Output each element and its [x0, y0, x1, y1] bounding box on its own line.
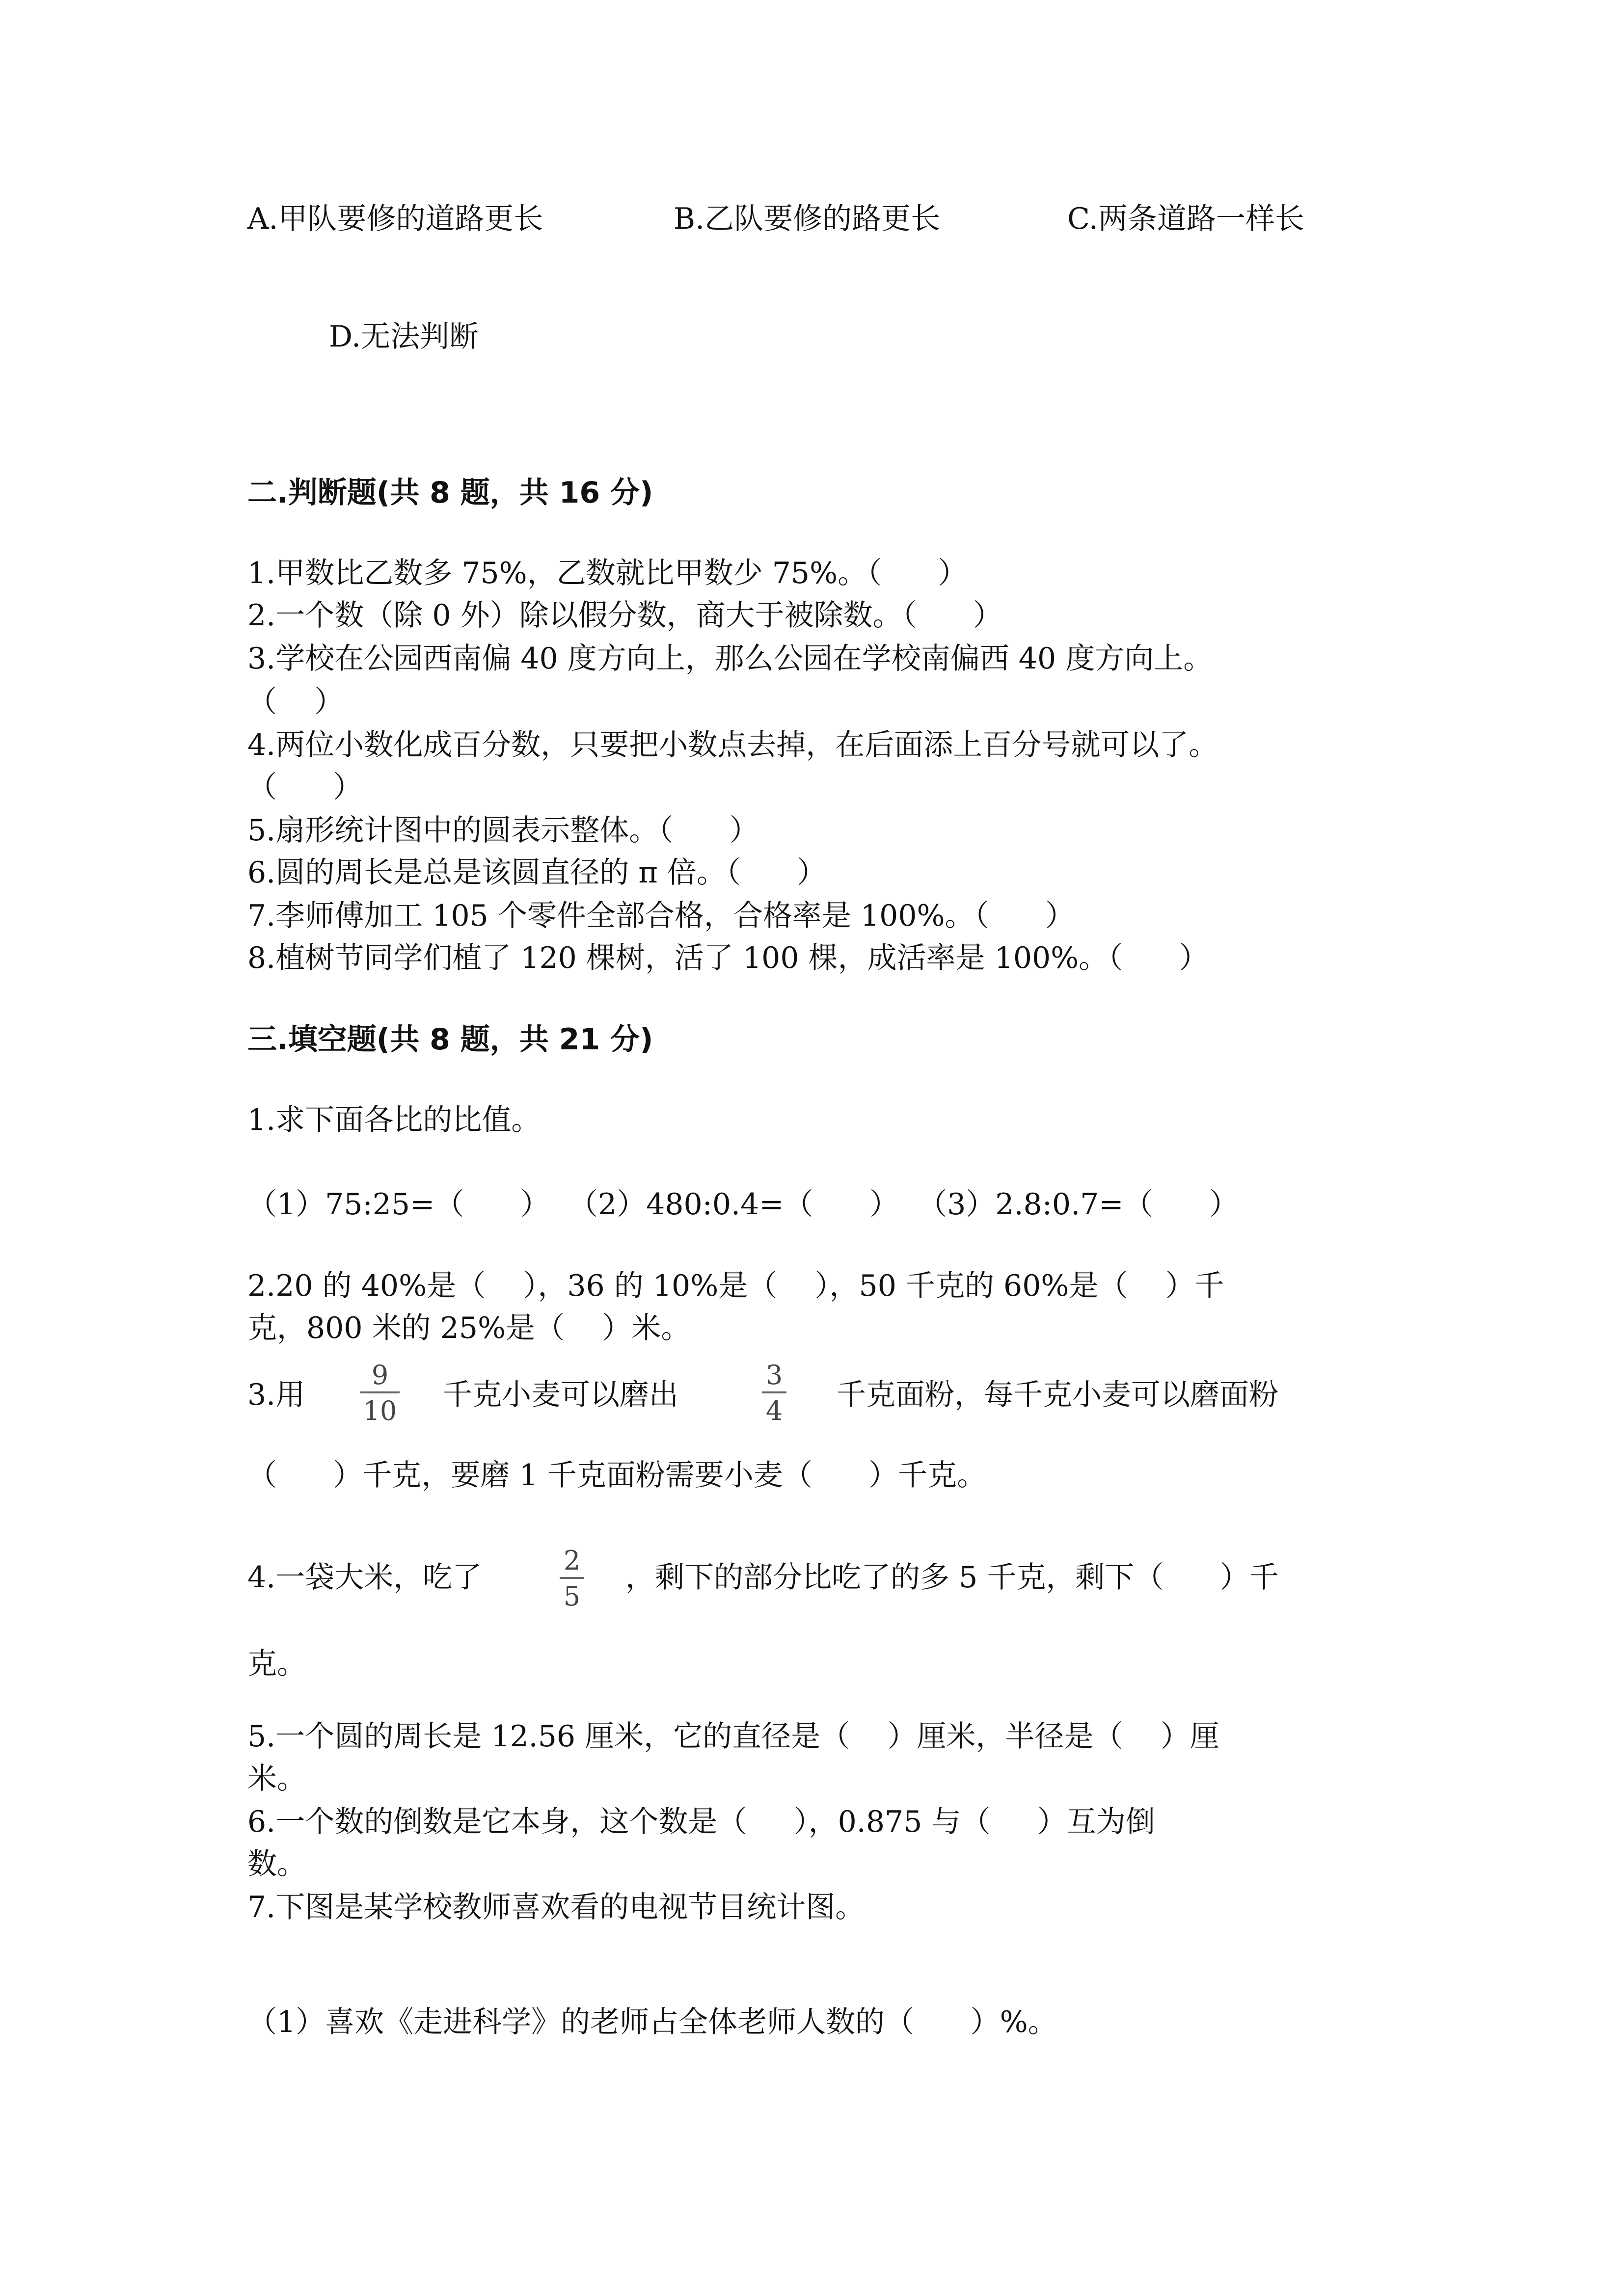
fraction-denominator: 4: [765, 1395, 783, 1427]
judge-item-4-blank: （ ）: [247, 770, 363, 804]
judge-item-1: 1.甲数比乙数多 75%，乙数就比甲数少 75%。（ ）: [247, 556, 968, 590]
section2-title: 二.判断题(共 8 题，共 16 分): [247, 476, 653, 510]
judge-item-7: 7.李师傅加工 105 个零件全部合格，合格率是 100%。（ ）: [247, 899, 1075, 933]
fill-q4-prefix: 4.一袋大米，吃了: [247, 1560, 482, 1595]
fill-q1: 1.求下面各比的比值。: [247, 1103, 541, 1137]
fill-q2-line2: 克，800 米的 25%是（ ）米。: [247, 1311, 691, 1345]
judge-item-4: 4.两位小数化成百分数，只要把小数点去掉，在后面添上百分号就可以了。: [247, 728, 1218, 762]
fraction-bar: [360, 1391, 400, 1393]
fraction-9-10: [360, 1361, 400, 1426]
judge-item-3: 3.学校在公园西南偏 40 度方向上，那么公园在学校南偏西 40 度方向上。: [247, 641, 1213, 676]
fill-q7-part1: （1）喜欢《走进科学》的老师占全体老师人数的（ ）%。: [247, 2005, 1057, 2039]
fraction-denominator: 5: [563, 1581, 581, 1612]
fraction-bar: [560, 1577, 584, 1579]
option-b: B.乙队要修的路更长: [674, 202, 941, 236]
fraction-bar: [762, 1391, 786, 1393]
fill-q3-suffix: 千克面粉，每千克小麦可以磨面粉: [837, 1378, 1278, 1412]
judge-item-8: 8.植树节同学们植了 120 棵树，活了 100 棵，成活率是 100%。（ ）: [247, 941, 1209, 975]
fraction-numerator: 2: [563, 1545, 581, 1576]
fill-q4-line2: 克。: [247, 1647, 306, 1681]
section3-title: 三.填空题(共 8 题，共 21 分): [247, 1022, 653, 1057]
judge-item-3-blank: （ ）: [247, 685, 344, 719]
fill-q1-parts: （1）75:25=（ ） （2）480:0.4=（ ） （3）2.8:0.7=（ ）: [247, 1187, 1239, 1222]
option-d: D.无法判断: [329, 320, 479, 354]
fill-q7: 7.下图是某学校教师喜欢看的电视节目统计图。: [247, 1890, 865, 1924]
option-a: A.甲队要修的道路更长: [247, 202, 543, 236]
fill-q3-mid: 千克小麦可以磨出: [443, 1378, 678, 1412]
fill-q3-line2: （ ）千克，要磨 1 千克面粉需要小麦（ ）千克。: [247, 1458, 987, 1493]
fill-q3-prefix: 3.用: [247, 1378, 305, 1412]
option-c: C.两条道路一样长: [1067, 202, 1304, 236]
fill-q2-line1: 2.20 的 40%是（ ），36 的 10%是（ ），50 千克的 60%是（ ）千: [247, 1269, 1224, 1303]
fraction-2-5: [560, 1546, 584, 1611]
fraction-numerator: 3: [765, 1360, 783, 1390]
fill-q5-line1: 5.一个圆的周长是 12.56 厘米，它的直径是（ ）厘米，半径是（ ）厘: [247, 1719, 1219, 1754]
fraction-denominator: 10: [363, 1395, 397, 1427]
fill-q4-suffix: ，剩下的部分比吃了的多 5 千克，剩下（ ）千: [625, 1560, 1279, 1595]
fill-q6-line2: 数。: [247, 1847, 306, 1881]
judge-item-2: 2.一个数（除 0 外）除以假分数，商大于被除数。（ ）: [247, 598, 1002, 633]
fill-q6-line1: 6.一个数的倒数是它本身，这个数是（ ），0.875 与（ ）互为倒: [247, 1805, 1155, 1839]
judge-item-6: 6.圆的周长是总是该圆直径的 π 倍。（ ）: [247, 855, 827, 890]
fraction-3-4: [762, 1361, 786, 1426]
fraction-numerator: 9: [371, 1360, 389, 1390]
judge-item-5: 5.扇形统计图中的圆表示整体。（ ）: [247, 813, 759, 848]
fill-q5-line2: 米。: [247, 1762, 306, 1796]
